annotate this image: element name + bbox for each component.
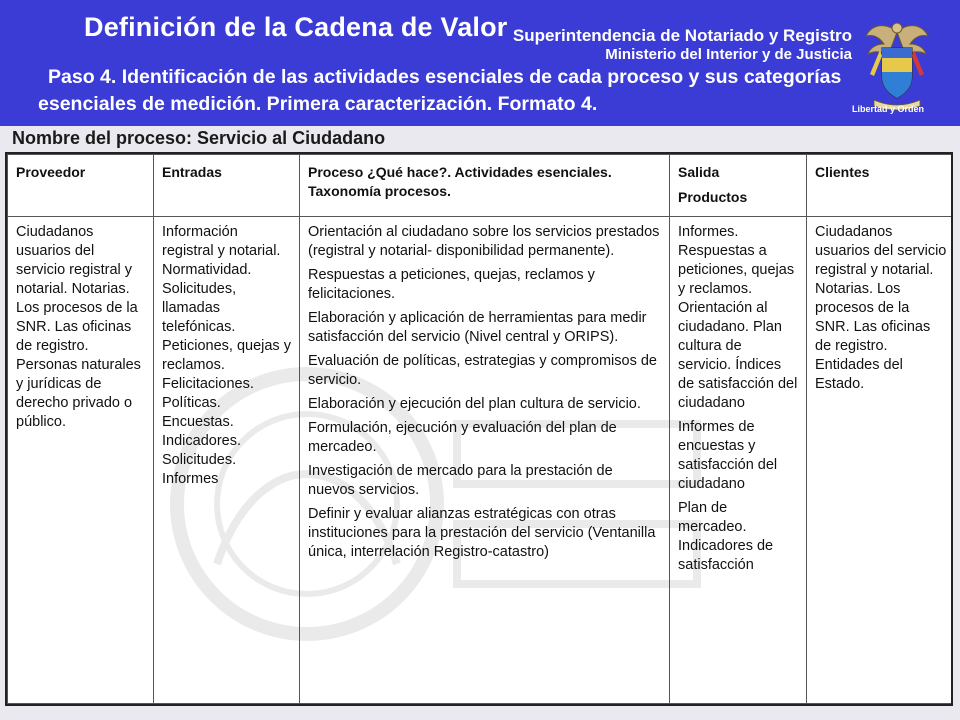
proceso-item: Respuestas a peticiones, quejas, reclamos y felicitaciones.: [308, 267, 595, 302]
header-salida-line2: Productos: [678, 189, 748, 205]
cell-entradas: Información registral y notarial. Normatividad. Solicitudes, llamadas telefónicas. Peticiones, quejas y reclamos. Felicitaciones. Políticas. Encuestas. Indicadores. Solicitudes. Informes: [154, 217, 300, 704]
proceso-item: Definir y evaluar alianzas estratégicas con otras instituciones para la prestación del servicio (Ventanilla única, interrelación Registro-catastro): [308, 506, 656, 560]
salida-item: Plan de mercadeo. Indicadores de satisfacción: [678, 500, 774, 573]
table-row: [8, 217, 954, 704]
header-clientes: Clientes: [807, 155, 954, 217]
proceso-item: Evaluación de políticas, estrategias y compromisos de servicio.: [308, 353, 657, 388]
header-salida: [670, 155, 807, 217]
entity-name: [513, 26, 852, 64]
proceso-item: Elaboración y aplicación de herramientas para medir satisfacción del servicio (Nivel central y ORIPS).: [308, 310, 647, 345]
proceso-item: Investigación de mercado para la prestación de nuevos servicios.: [308, 463, 613, 498]
salida-item: Informes de encuestas y satisfacción del ciudadano: [678, 419, 778, 492]
entity-line1: Superintendencia de Notariado y Registro: [512, 26, 852, 45]
header-entradas: Entradas: [154, 155, 300, 217]
cell-proceso: [300, 217, 670, 704]
proceso-item: Orientación al ciudadano sobre los servicios prestados (registral y notarial- disponibilidad permanente).: [308, 224, 660, 259]
cell-salida: [670, 217, 807, 704]
header-proceso: Proceso ¿Qué hace?. Actividades esenciales. Taxonomía procesos.: [300, 155, 670, 217]
table-header-row: [8, 155, 954, 217]
process-table: [7, 154, 953, 704]
motto-text: Libertad y Orden: [851, 104, 924, 114]
process-name: Nombre del proceso: Servicio al Ciudadano: [12, 128, 386, 148]
cell-proveedor: Ciudadanos usuarios del servicio registral y notarial. Notarias. Los procesos de la SNR. Las oficinas de registro. Personas naturales y jurídicas de derecho privado o público.: [8, 217, 154, 704]
header-salida-line1: Salida: [678, 164, 720, 180]
proceso-item: Formulación, ejecución y evaluación del plan de mercadeo.: [308, 420, 617, 455]
page-subtitle: Paso 4. Identificación de las actividades esenciales de cada proceso y sus categorías esenciales de medición. Primera caracterización. Formato 4.: [38, 66, 842, 115]
characterization-table: [5, 152, 953, 706]
header-banner: [0, 0, 960, 126]
header-proveedor: Proveedor: [8, 155, 154, 217]
proceso-item: Elaboración y ejecución del plan cultura de servicio.: [308, 396, 641, 412]
entity-line2: Ministerio del Interior y de Justicia: [605, 46, 852, 63]
page-title: Definición de la Cadena de Valor: [84, 12, 508, 42]
cell-clientes: Ciudadanos usuarios del servicio registral y notarial. Notarias. Los procesos de la SNR. Las oficinas de registro. Entidades del Estado.: [807, 217, 954, 704]
salida-item: Informes. Respuestas a peticiones, quejas y reclamos. Orientación al ciudadano. Plan cultura de servicio. Índices de satisfacción del ciudadano: [678, 224, 798, 411]
